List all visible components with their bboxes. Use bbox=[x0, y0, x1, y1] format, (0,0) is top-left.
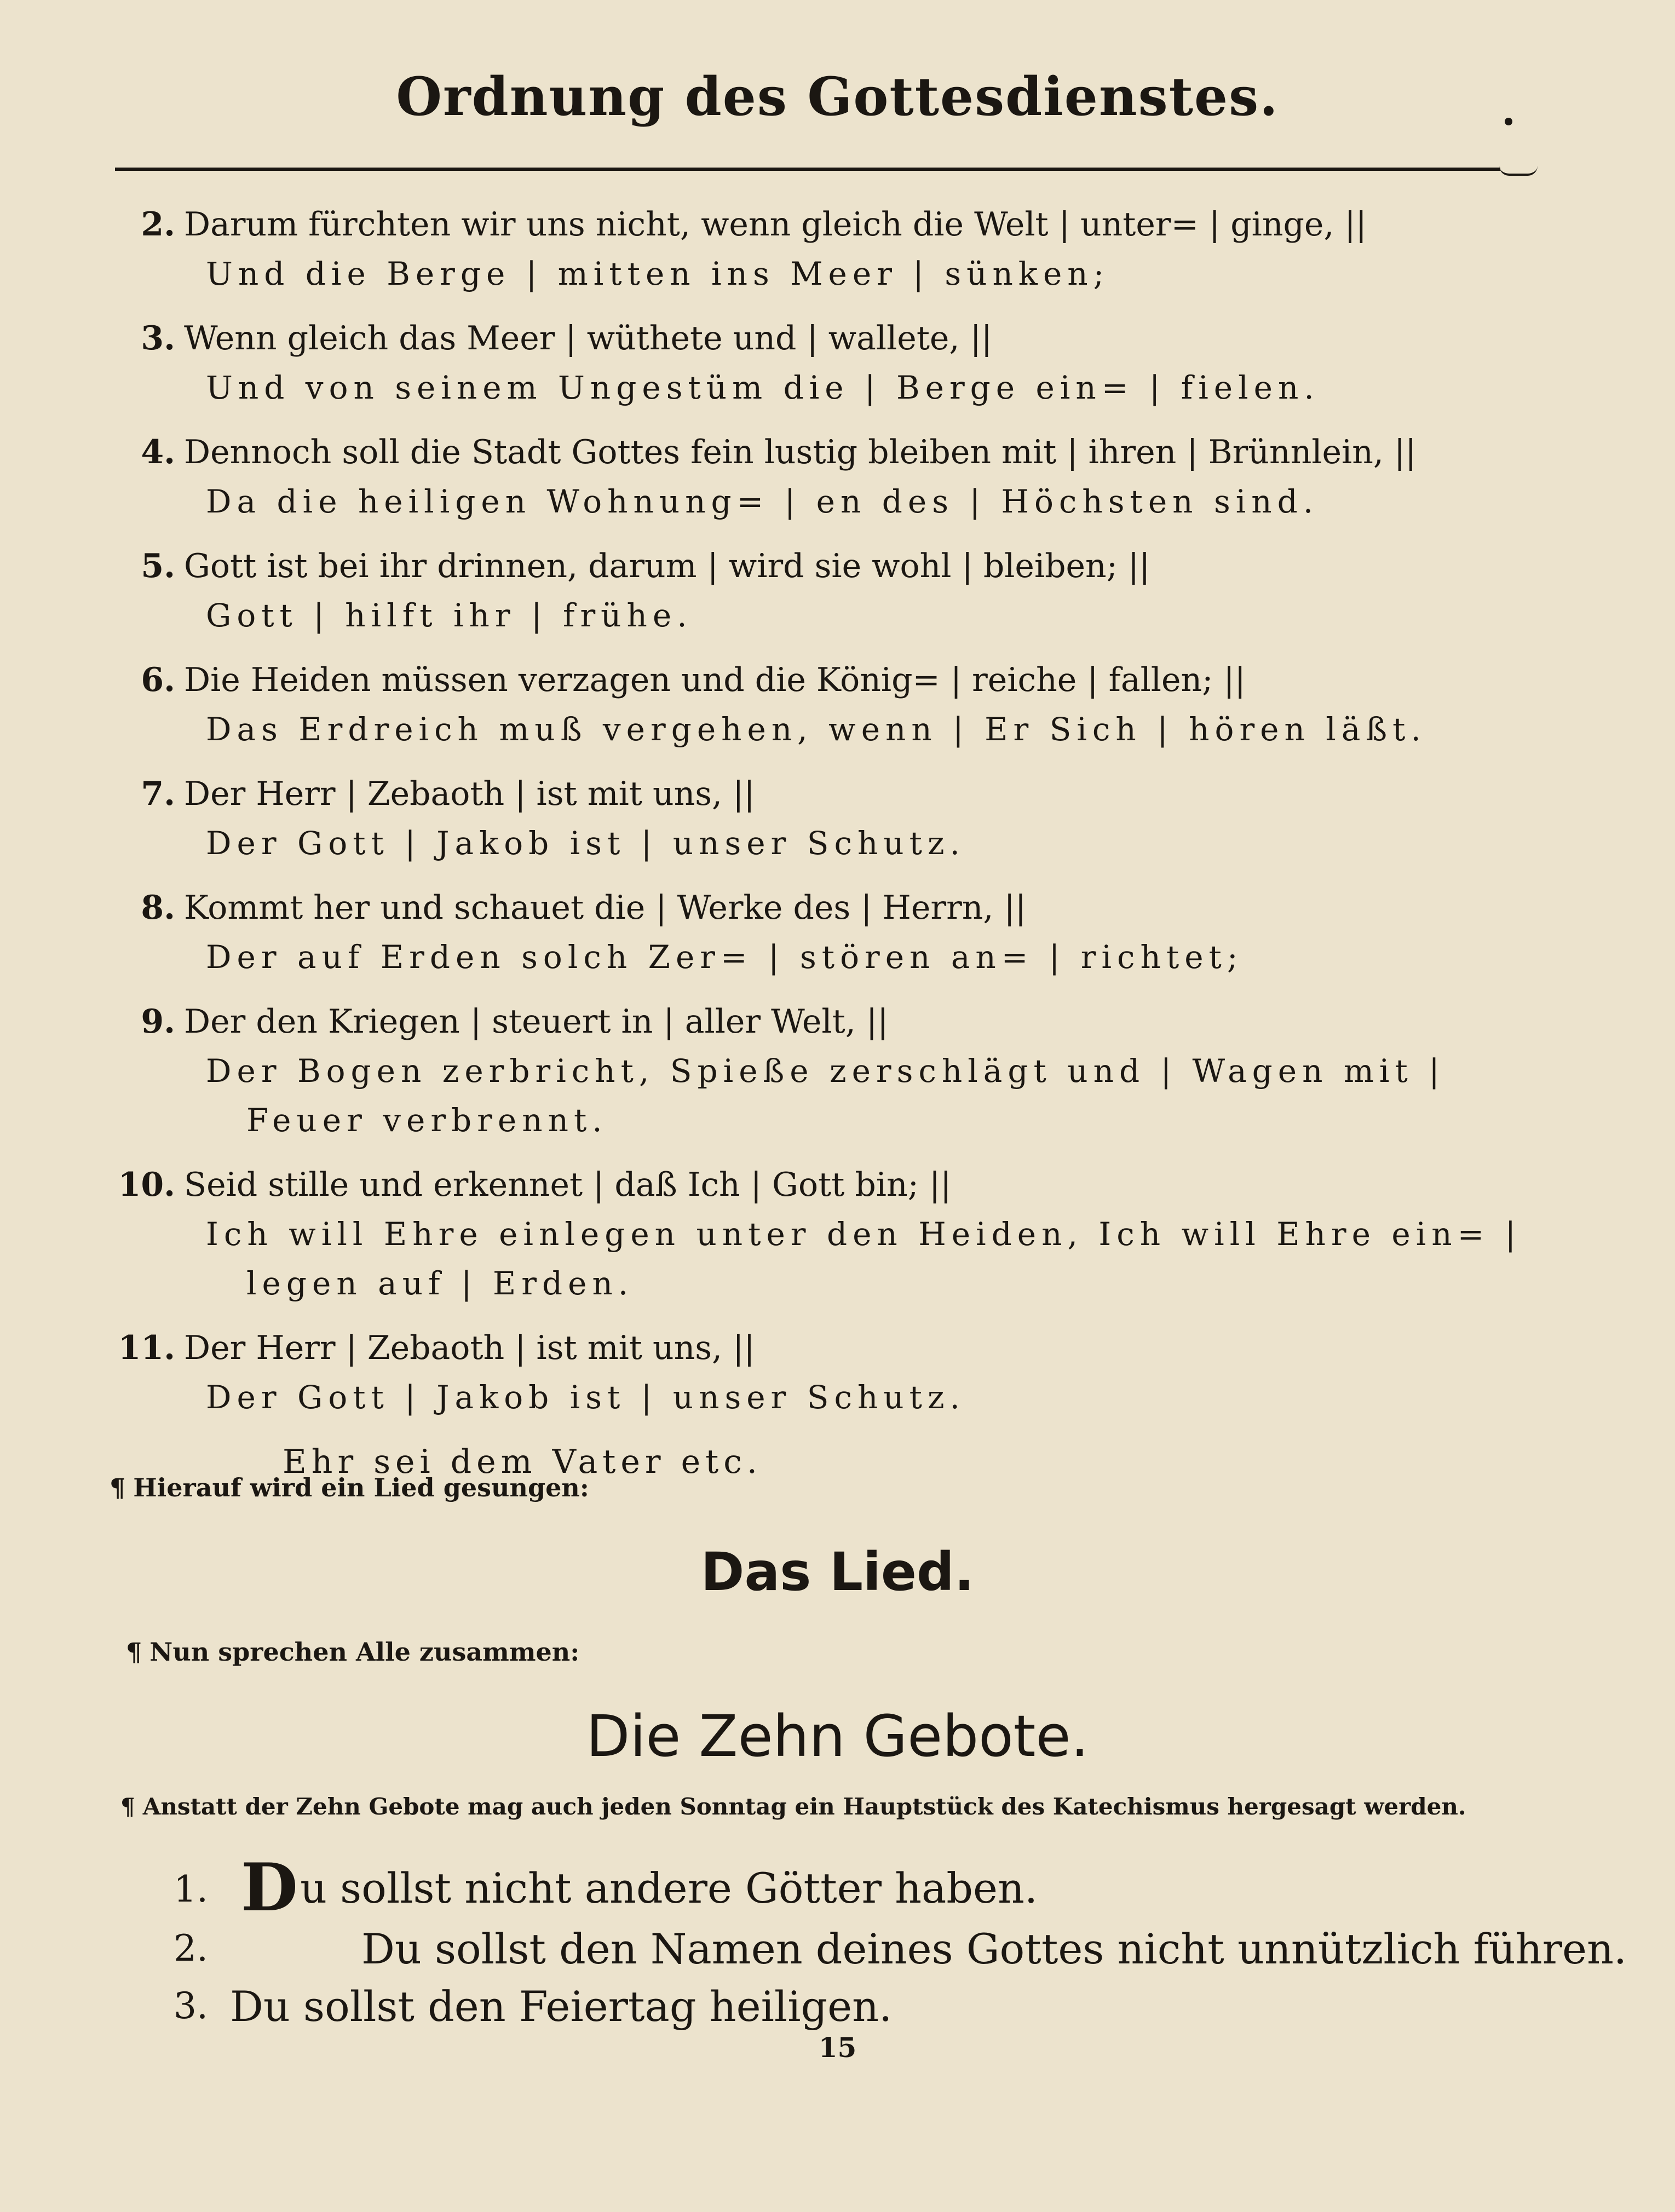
verse-10 bbox=[110, 1160, 1555, 1308]
verse-line-1: Seid stille und erkennet | daß Ich | Gott bin; || bbox=[184, 1166, 952, 1204]
gloria-patri: Ehr sei dem Vater etc. bbox=[283, 1443, 762, 1481]
verse-6 bbox=[110, 655, 1555, 754]
verse-line-2: Der Bogen zerbricht, Spieße zerschlägt und | Wagen mit | bbox=[206, 1052, 1445, 1090]
verse-line-2: Ich will Ehre einlegen unter den Heiden, Ich will Ehre ein= | bbox=[206, 1216, 1522, 1253]
verse-line-1: Der Herr | Zebaoth | ist mit uns, || bbox=[184, 775, 755, 813]
verse-number: 7. bbox=[141, 775, 175, 813]
rubric-all bbox=[126, 1637, 579, 1667]
verse-line-2: Da die heiligen Wohnung= | en des | Höchsten sind. bbox=[206, 483, 1319, 520]
verse-number: 8. bbox=[141, 889, 175, 927]
verse-line-2: Und die Berge | mitten ins Meer | sünken; bbox=[206, 255, 1110, 292]
verse-number: 4. bbox=[141, 433, 175, 471]
verse-line-1: Wenn gleich das Meer | wüthete und | wallete, || bbox=[184, 319, 993, 358]
verse-line-1: Kommt her und schauet die | Werke des | Herrn, || bbox=[184, 889, 1026, 927]
verse-11 bbox=[110, 1323, 1555, 1422]
verse-number: 3. bbox=[141, 319, 175, 358]
commandment-number: 1. bbox=[174, 1868, 208, 1910]
verse-3 bbox=[110, 314, 1555, 412]
verse-line-2: Und von seinem Ungestüm die | Berge ein= | fielen. bbox=[206, 369, 1320, 406]
rubric-catechism bbox=[120, 1793, 1466, 1820]
verse-line-1: Gott ist bei ihr drinnen, darum | wird sie wohl | bleiben; || bbox=[184, 547, 1150, 585]
drop-cap: D bbox=[241, 1849, 298, 1926]
pilcrow-icon: ¶ bbox=[120, 1793, 135, 1820]
verse-9 bbox=[110, 997, 1555, 1145]
commandment-text: u sollst nicht andere Götter haben. bbox=[300, 1864, 1038, 1913]
rubric-catechism-text: Anstatt der Zehn Gebote mag auch jeden Sonntag ein Hauptstück des Katechismus hergesagt werden. bbox=[142, 1793, 1466, 1820]
page-number: 15 bbox=[818, 2031, 857, 2064]
verse-7 bbox=[110, 769, 1555, 868]
verse-4 bbox=[110, 428, 1555, 526]
commandment-text: Du sollst den Namen deines Gottes nicht unnützlich führen. bbox=[361, 1925, 1627, 1973]
verse-line-1: Dennoch soll die Stadt Gottes fein lustig bleiben mit | ihren | Brünnlein, || bbox=[184, 433, 1417, 471]
verse-number: 5. bbox=[141, 547, 175, 585]
psalm-verses bbox=[110, 200, 1555, 1487]
song-heading: Das Lied. bbox=[700, 1541, 975, 1603]
verse-line-2: Gott | hilft ihr | frühe. bbox=[206, 597, 693, 634]
verse-8 bbox=[110, 883, 1555, 982]
commandments-heading: Die Zehn Gebote. bbox=[586, 1703, 1089, 1770]
verse-line-2: Das Erdreich muß vergehen, wenn | Er Sich | hören läßt. bbox=[206, 711, 1426, 748]
verse-line-1: Der Herr | Zebaoth | ist mit uns, || bbox=[184, 1329, 755, 1367]
verse-5 bbox=[110, 542, 1555, 640]
commandment-3 bbox=[230, 1979, 892, 2034]
commandment-number: 3. bbox=[174, 1985, 208, 2027]
pilcrow-icon: ¶ bbox=[126, 1637, 142, 1667]
header-rule bbox=[115, 168, 1500, 171]
commandment-text: Du sollst den Feiertag heiligen. bbox=[230, 1982, 893, 2031]
verse-line-2: Der Gott | Jakob ist | unser Schutz. bbox=[206, 1379, 965, 1416]
ornament-dot bbox=[1505, 118, 1512, 125]
commandment-1 bbox=[241, 1849, 1038, 1926]
rubric-song-text: Hierauf wird ein Lied gesungen: bbox=[133, 1473, 589, 1502]
verse-2 bbox=[110, 200, 1555, 298]
page-title: Ordnung des Gottesdienstes. bbox=[396, 66, 1279, 128]
verse-number: 9. bbox=[141, 1003, 175, 1041]
commandment-number: 2. bbox=[174, 1927, 208, 1969]
verse-line-3: legen auf | Erden. bbox=[246, 1265, 634, 1302]
verse-number: 6. bbox=[141, 661, 175, 699]
verse-line-1: Die Heiden müssen verzagen und die König= | reiche | fallen; || bbox=[184, 661, 1246, 699]
pilcrow-icon: ¶ bbox=[110, 1473, 126, 1502]
verse-line-2: Der auf Erden solch Zer= | stören an= | richtet; bbox=[206, 938, 1244, 976]
verse-line-2: Der Gott | Jakob ist | unser Schutz. bbox=[206, 825, 965, 862]
verse-line-3: Feuer verbrennt. bbox=[246, 1102, 608, 1139]
verse-number: 11. bbox=[118, 1329, 175, 1367]
header-rule-flourish bbox=[1499, 166, 1538, 176]
commandment-2 bbox=[361, 1922, 1627, 1977]
verse-number: 2. bbox=[141, 205, 175, 244]
verse-line-1: Der den Kriegen | steuert in | aller Welt, || bbox=[184, 1003, 889, 1041]
verse-number: 10. bbox=[118, 1166, 175, 1204]
rubric-all-text: Nun sprechen Alle zusammen: bbox=[149, 1637, 580, 1667]
verse-line-1: Darum fürchten wir uns nicht, wenn gleich die Welt | unter= | ginge, || bbox=[184, 205, 1367, 244]
rubric-song bbox=[110, 1473, 589, 1502]
